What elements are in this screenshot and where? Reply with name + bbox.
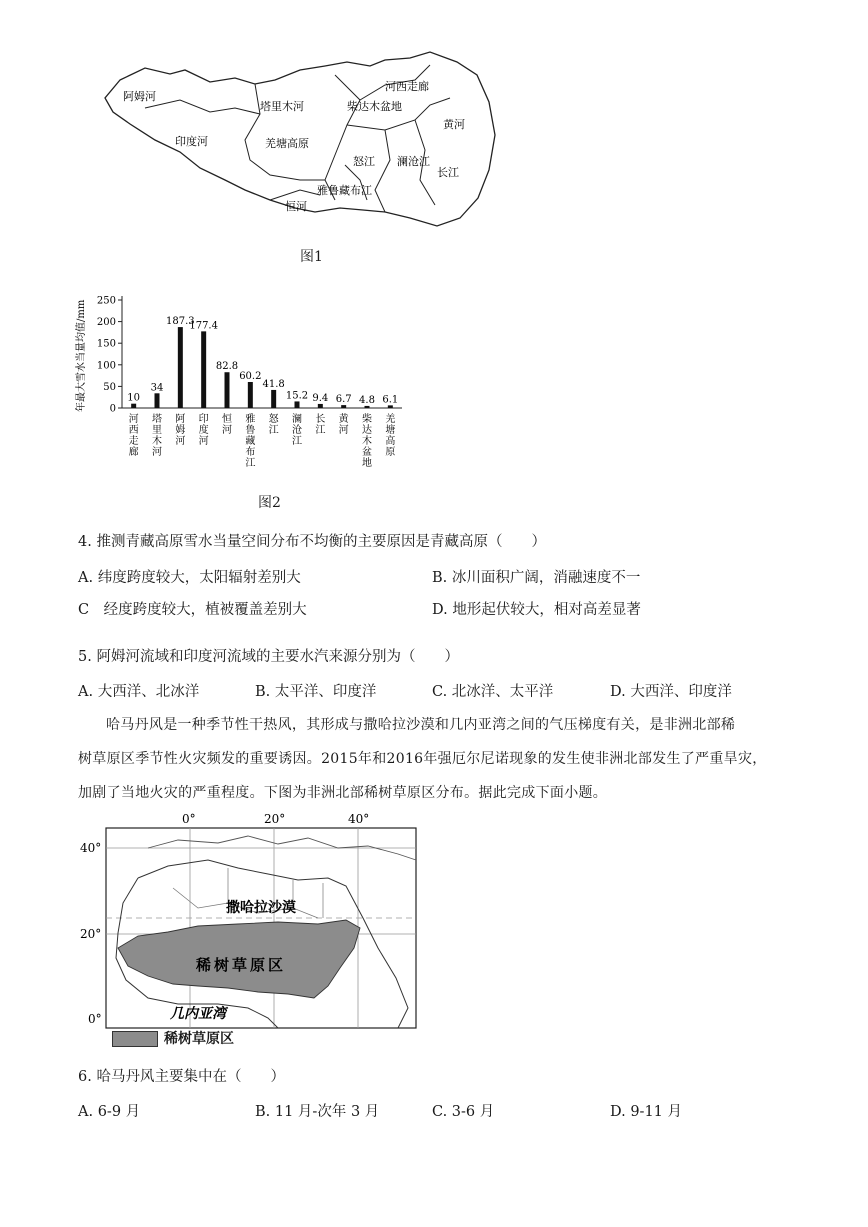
bar-value-label: 60.2 [239,370,262,382]
plateau-map-svg [85,40,505,230]
lat-label-0: 0° [88,1012,102,1026]
divide-line [270,190,320,200]
label-tarim: 塔里木河 [260,100,304,113]
label-qaidam: 柴达木盆地 [347,100,402,113]
q5-option-c[interactable]: C. 北冰洋、太平洋 [432,684,554,700]
legend-swatch [112,1031,158,1047]
bar-value-label: 10 [127,392,141,404]
bar-12 [388,405,393,408]
bar-11 [365,406,370,408]
q5-option-b[interactable]: B. 太平洋、印度洋 [255,684,377,700]
label-nujiang: 怒江 [353,155,375,168]
label-ganges: 恒河 [285,200,307,213]
category-label: 塔里木河 [152,414,162,458]
lon-label-20: 20° [264,812,286,826]
lon-label-40: 40° [348,812,370,826]
q4-option-c[interactable]: C 经度跨度较大，植被覆盖差别大 [78,602,307,618]
lon-label-0: 0° [182,812,196,826]
bar-chart-svg [70,280,410,480]
label-hexi: 河西走廊 [385,80,429,93]
label-lancang: 澜沧江 [397,155,430,168]
category-label: 阿姆河 [175,414,186,447]
passage-line-3: 加剧了当地火灾的严重程度。下图为非洲北部稀树草原区分布。据此完成下面小题。 [78,785,608,801]
y-tick-label: 150 [96,338,116,350]
passage-line-1: 哈马丹风是一种季节性干热风，其形成与撒哈拉沙漠和几内亚湾之间的气压梯度有关，是非洲北部稀 [106,717,736,733]
map-legend [112,1028,234,1048]
bar-1 [131,404,136,408]
bar-6 [248,382,253,408]
divide-line [145,100,260,114]
y-tick-label: 50 [103,381,116,393]
bar-value-label: 177.4 [189,320,218,332]
figure2-caption: 图2 [258,495,281,511]
label-indus: 印度河 [175,135,208,148]
bar-value-label: 34 [150,382,164,394]
bar-value-label: 15.2 [285,390,309,402]
bar-5 [225,372,230,408]
bar-value-label: 41.8 [262,378,285,390]
q5-option-d[interactable]: D. 大西洋、印度洋 [610,684,732,700]
label-amu: 阿姆河 [123,90,156,103]
bar-10 [341,405,346,408]
category-label: 黄河 [338,414,349,436]
category-label: 柴达木盆地 [362,414,372,469]
bar-value-label: 4.8 [359,394,375,406]
bar-value-label: 6.7 [335,394,352,406]
label-guinea: 几内亚湾 [170,1006,226,1022]
category-label: 羌塘高原 [385,414,396,458]
category-label: 河西走廊 [128,414,139,458]
lat-label-40: 40° [80,841,102,855]
q4-option-b[interactable]: B. 冰川面积广阔，消融速度不一 [432,570,641,586]
label-yellow: 黄河 [443,118,465,131]
africa-map [78,808,438,1048]
category-label: 澜沧江 [292,414,302,447]
divide-line [325,75,360,200]
y-tick-label: 200 [96,317,116,329]
lat-label-20: 20° [80,927,102,941]
legend-label: 稀树草原区 [164,1031,234,1047]
bar-9 [318,404,323,408]
y-axis-label: 年最大雪水当量均值/mm [76,299,87,412]
category-label: 长江 [315,414,326,436]
q6-option-c[interactable]: C. 3-6 月 [432,1104,495,1120]
passage-line-2: 树草原区季节性火灾频发的重要诱因。2015年和2016年强厄尔尼诺现象的发生使非洲北部发生了严重旱灾， [78,751,767,767]
bar-value-label: 9.4 [312,392,329,404]
figure1-caption: 图1 [300,249,323,265]
label-sahara: 撒哈拉沙漠 [226,900,296,916]
q5-option-a[interactable]: A. 大西洋、北冰洋 [78,684,200,700]
bar-4 [201,331,206,408]
y-tick-label: 0 [109,403,116,415]
category-label: 恒河 [222,414,232,436]
figure1-map [85,40,505,230]
bar-value-label: 82.8 [215,361,239,373]
bar-2 [155,393,160,408]
bar-7 [271,390,276,408]
divide-line [375,130,390,212]
category-label: 印度河 [198,414,209,447]
q6-option-b[interactable]: B. 11 月-次年 3 月 [255,1104,380,1120]
bar-value-label: 6.1 [382,394,399,406]
label-savanna: 稀树草原区 [196,956,287,974]
y-tick-label: 250 [96,295,116,307]
passage [78,708,798,810]
q6-stem: 6. 哈马丹风主要集中在（ ） [78,1069,285,1085]
q4-stem: 4. 推测青藏高原雪水当量空间分布不均衡的主要原因是青藏高原（ ） [78,534,546,550]
q4-option-a[interactable]: A. 纬度跨度较大，太阳辐射差别大 [78,570,301,586]
divide-line [245,84,325,180]
label-qiangtang: 羌塘高原 [265,137,309,150]
figure2-chart [70,280,410,480]
label-yangtze: 长江 [437,166,459,179]
y-tick-label: 100 [96,360,116,372]
bar-3 [178,327,183,408]
q5-stem: 5. 阿姆河流域和印度河流域的主要水汽来源分别为（ ） [78,649,459,665]
category-label: 雅鲁藏布江 [245,414,256,469]
bar-8 [295,401,300,408]
category-label: 怒江 [268,414,279,436]
q6-option-a[interactable]: A. 6-9 月 [78,1104,141,1120]
africa-map-svg [78,808,438,1048]
q6-option-d[interactable]: D. 9-11 月 [610,1104,683,1120]
q4-option-d[interactable]: D. 地形起伏较大，相对高差显著 [432,602,641,618]
label-yarlung: 雅鲁藏布江 [317,184,372,197]
bar-value-label: 187.3 [166,316,195,328]
